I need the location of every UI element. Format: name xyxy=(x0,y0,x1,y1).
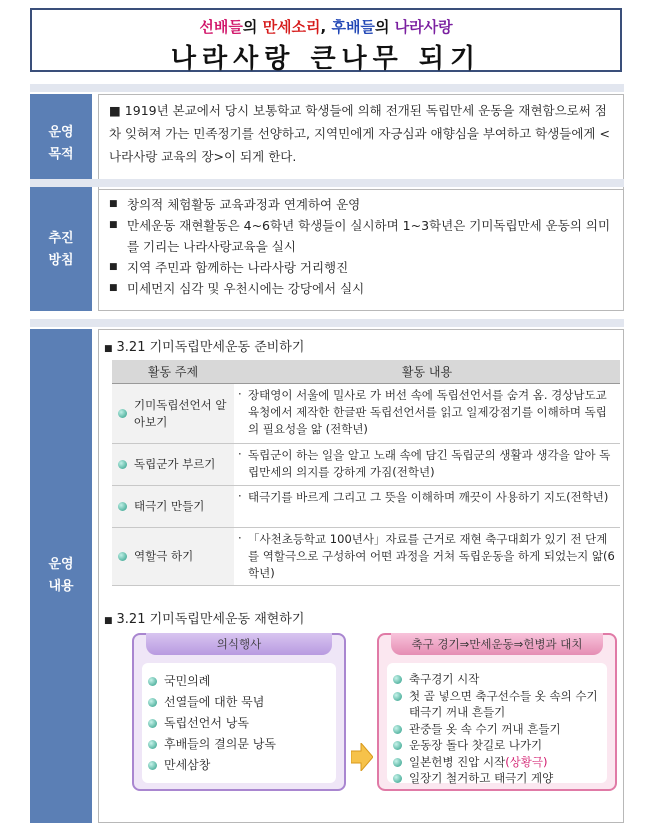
content-text: 독립군이 하는 일을 알고 노래 속에 담긴 독립군의 생활과 생각을 알아 독립만세의 의지를 강하게 가짐(전학년) xyxy=(248,448,611,479)
content-text: 「사천초등학교 100년사」자료를 근거로 재현 축구대회가 있기 전 단계를 역할극으로 구성하여 어떤 과정을 거쳐 독립운동을 하게 되었는지 앎(6학년) xyxy=(248,532,615,580)
bullet-icon xyxy=(118,552,127,561)
list-item: 첫 골 넣으면 축구선수들 옷 속의 수기 태극기 꺼내 흔들기 xyxy=(393,688,601,721)
topic-text: 태극기 만들기 xyxy=(134,499,205,513)
subtitle-part: 의 xyxy=(242,18,263,36)
table-header-row xyxy=(112,360,620,384)
table-row xyxy=(112,384,620,444)
policy-list xyxy=(99,190,623,303)
table-row xyxy=(112,444,620,486)
section-label-purpose: 운영 목적 xyxy=(30,94,92,194)
table-row xyxy=(112,528,620,586)
subtitle-part: 선배들 xyxy=(199,18,243,36)
content-cell: · 장태영이 서울에 밀사로 가 버선 속에 독립선언서를 숨겨 옴. 경상남도교육청에서 제작한 한글판 독립선언서를 읽고 일제강점기를 이해하며 독립의 필요성을 앎 (전학년) xyxy=(234,384,620,444)
subtitle-part: 나라사랑 xyxy=(394,18,453,36)
bullet-icon xyxy=(393,692,402,701)
bullet-icon xyxy=(118,502,127,511)
arrow-right-icon xyxy=(351,743,373,771)
topic-cell xyxy=(112,384,234,444)
ceremony-list xyxy=(142,663,336,776)
section-divider xyxy=(30,84,624,92)
list-item: 국민의례 xyxy=(148,671,330,692)
bullet-icon xyxy=(148,677,157,686)
list-item: 운동장 돌다 찻길로 나가기 xyxy=(393,737,601,754)
bullet-icon xyxy=(393,741,402,750)
list-item: 축구경기 시작 xyxy=(393,671,601,688)
list-item: 일본헌병 진압 시작(상황극) xyxy=(393,754,601,771)
subtitle-part: 의 xyxy=(374,18,395,36)
bullet-icon xyxy=(148,761,157,770)
activity-table xyxy=(112,360,620,586)
list-item: ■ 지역 주민과 함께하는 나라사랑 거리행진 xyxy=(109,257,615,278)
page-header xyxy=(30,8,622,72)
match-box xyxy=(377,633,617,791)
topic-cell xyxy=(112,444,234,486)
bullet-icon xyxy=(393,774,402,783)
column-header: 활동 내용 xyxy=(234,360,620,384)
list-item: ■ 미세먼지 심각 및 우천시에는 강당에서 실시 xyxy=(109,278,615,299)
page-title: 나라사랑 큰나무 되기 xyxy=(170,44,482,74)
list-item: 만세삼창 xyxy=(148,755,330,776)
subtitle-part: , xyxy=(320,18,332,36)
section-divider xyxy=(30,179,624,187)
content-cell: · 「사천초등학교 100년사」자료를 근거로 재현 축구대회가 있기 전 단계를 역할극으로 구성하여 어떤 과정을 거쳐 독립운동을 하게 되었는지 앎(6학년) xyxy=(234,528,620,586)
topic-text: 역할극 하기 xyxy=(134,549,194,563)
bullet-icon xyxy=(393,675,402,684)
content-cell: · 태극기를 바르게 그리고 그 뜻을 이해하며 깨끗이 사용하기 지도(전학년) xyxy=(234,486,620,528)
topic-text: 기미독립선언서 알아보기 xyxy=(134,397,227,429)
subtitle-part: 후배들 xyxy=(331,18,375,36)
section-label-content: 운영 내용 xyxy=(30,329,92,823)
header-subtitle xyxy=(32,16,620,37)
topic-text: 독립군가 부르기 xyxy=(134,457,216,471)
section-label-policy: 추진 방침 xyxy=(30,189,92,311)
section-divider xyxy=(30,319,624,327)
prep-title-text: 3.21 기미독립만세운동 준비하기 xyxy=(116,340,305,355)
content-cell: · 독립군이 하는 일을 알고 노래 속에 담긴 독립군의 생활과 생각을 알아 독립만세의 의지를 강하게 가짐(전학년) xyxy=(234,444,620,486)
ceremony-box xyxy=(132,633,346,791)
bullet-icon xyxy=(148,698,157,707)
list-item: ■ 창의적 체험활동 교육과정과 연계하여 운영 xyxy=(109,194,615,215)
list-item: 일장기 철거하고 태극기 게양 xyxy=(393,770,601,787)
list-item: 선열들에 대한 묵념 xyxy=(148,692,330,713)
subtitle-part: 만세소리 xyxy=(262,18,321,36)
bullet-icon xyxy=(393,758,402,767)
ceremony-title: 의식행사 xyxy=(146,633,332,655)
bullet-icon xyxy=(118,460,127,469)
highlight-text: (상황극) xyxy=(505,754,548,769)
list-item: 독립선언서 낭독 xyxy=(148,713,330,734)
bullet-icon xyxy=(148,719,157,728)
prep-section-title: ■ 3.21 기미독립만세운동 준비하기 xyxy=(104,340,305,355)
list-item: 후배들의 결의문 낭독 xyxy=(148,734,330,755)
reenact-section-title: ■ 3.21 기미독립만세운동 재현하기 xyxy=(104,612,305,627)
match-title: 축구 경기⇒만세운동⇒헌병과 대치 xyxy=(391,633,603,655)
bullet-icon xyxy=(118,409,127,418)
topic-cell xyxy=(112,528,234,586)
table-row xyxy=(112,486,620,528)
content-text: 장태영이 서울에 밀사로 가 버선 속에 독립선언서를 숨겨 옴. 경상남도교육청에서 제작한 한글판 독립선언서를 읽고 일제강점기를 이해하며 독립의 필요성을 앎 (전학년) xyxy=(248,388,607,436)
column-header: 활동 주제 xyxy=(112,360,234,384)
list-item: ■ 만세운동 재현활동은 4~6학년 학생들이 실시하며 1~3학년은 기미독립만세 운동의 의미를 기리는 나라사랑교육을 실시 xyxy=(109,215,615,257)
match-list xyxy=(387,663,607,787)
section-panel-policy xyxy=(98,189,624,311)
bullet-icon xyxy=(148,740,157,749)
purpose-text: ■ 1919년 본교에서 당시 보통학교 학생들에 의해 전개된 독립만세 운동을 재현함으로써 점차 잊혀져 가는 민족정기를 선양하고, 지역민에게 자긍심과 애향심을 부여하고 학생들에게 <나라사랑 교육의 장>이 되게 한다. xyxy=(109,103,610,164)
reenact-title-text: 3.21 기미독립만세운동 재현하기 xyxy=(116,612,305,627)
content-text: 태극기를 바르게 그리고 그 뜻을 이해하며 깨끗이 사용하기 지도(전학년) xyxy=(248,490,609,504)
list-item: 관중들 옷 속 수기 꺼내 흔들기 xyxy=(393,721,601,738)
bullet-icon xyxy=(393,725,402,734)
topic-cell xyxy=(112,486,234,528)
